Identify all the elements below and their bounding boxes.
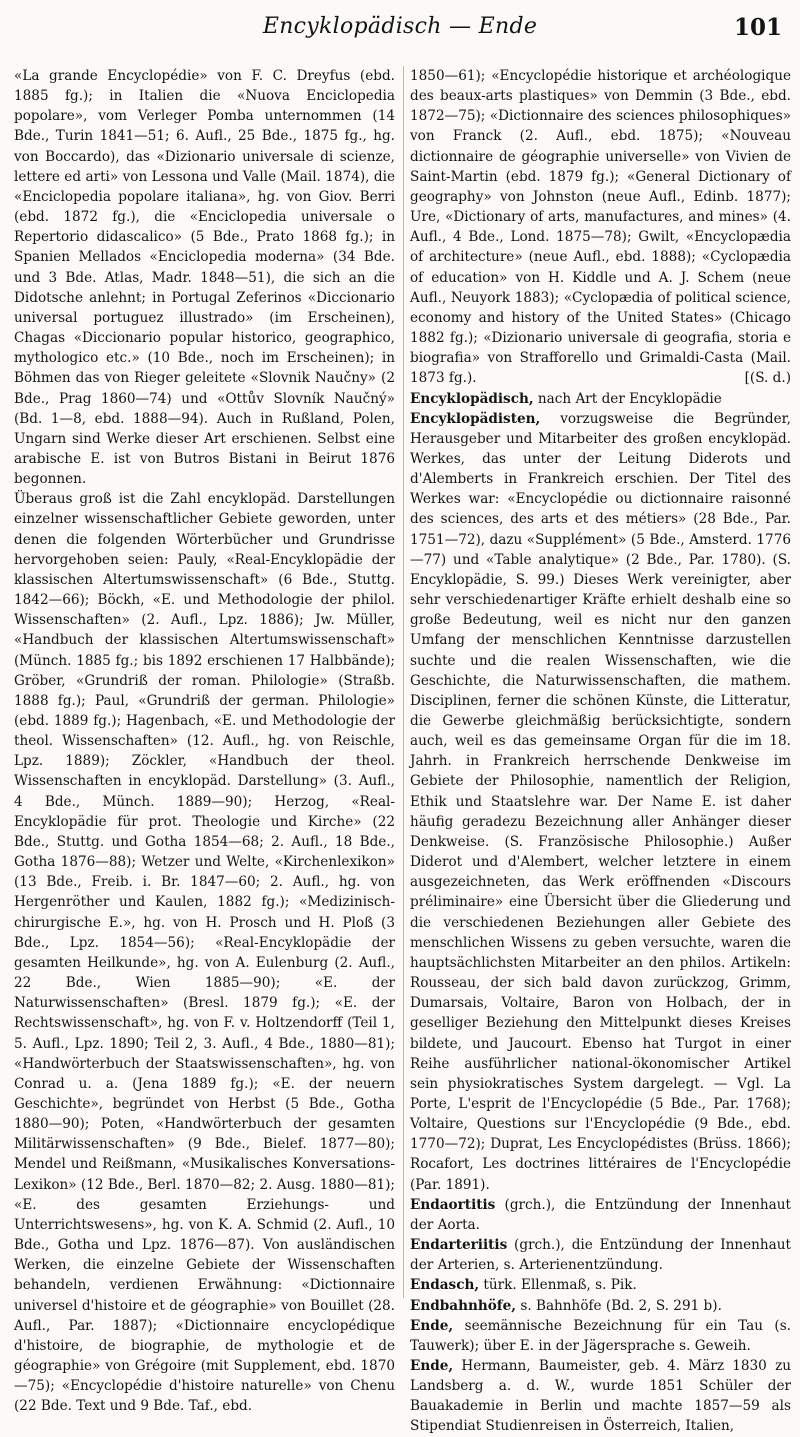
entry-text: Hermann, Baumeister, geb. 4. März 1830 zu Landsberg a. d. W., wurde 1851 Schüler der Bauakademie in Berlin und machte 1857—59 als Stipendiat Studienreisen in Österreich, Italien, (410, 1358, 791, 1435)
entry-endasch (410, 1275, 791, 1295)
entry-ende-hermann (410, 1356, 791, 1437)
entry-headword: Endaortitis (410, 1196, 496, 1213)
entry-text: (grch.), die Entzündung der Innenhaut der Arterien, s. Arterienentzündung. (410, 1237, 791, 1274)
entry-ende-seemaennisch (410, 1316, 791, 1356)
page-number: 101 (733, 14, 782, 41)
left-column (14, 66, 395, 1415)
entry-encyklopaedisch (410, 389, 791, 409)
entry-headword: Endbahnhöfe, (410, 1297, 517, 1314)
right-continuation (410, 66, 791, 389)
entry-text: nach Art der Encyklopädie (533, 390, 722, 407)
left-paragraph-1: «La grande Encyclopédie» von F. C. Dreyfus (ebd. 1885 fg.); in Italien die «Nuova Enciclopedia popolare», vom Verleger Pomba unternommen (14 Bde., Turin 1841—51; 6. Aufl., 25 Bde., 1875 fg., hg. von Boccardo), das «Dizionario universale di scienze, lettere ed arti» von Lessona und Valle (Mail. 1874), die «Enciclopedia popolare italiana», hg. von Giov. Berri (ebd. 1872 fg.), die «Enciclopedia universale o Repertorio didascalico» (5 Bde., Prato 1868 fg.); in Spanien Mellados «Enciclopedia moderna» (34 Bde. und 3 Bde. Atlas, Madr. 1848—51), die sich an die Didotsche anlehnt; in Portugal Zeferinos «Diccionario universal portuguez illustrado» (im Erscheinen), Chagas «Diccionario popular historico, geographico, mythologico etc.» (10 Bde., noch im Erscheinen); in Böhmen das von Rieger geleitete «Slovnik Naučny» (2 Bde., Prag 1860—74) und «Ottův Slovník Naučný» (Bd. 1—8, ebd. 1888—94). Auch in Rußland, Polen, Ungarn sind Werke dieser Art erschienen. Selbst eine arabische E. ist von Butros Bistani in Beirut 1876 begonnen. (14, 68, 395, 488)
continuation-text: 1850—61); «Encyclopédie historique et archéologique des beaux-arts plastiques» von Demmin (3 Bde., ebd. 1872—75); «Dictionnaire des sciences philosophiques» von Franck (2. Aufl., ebd. 1875); «Nouveau dictionnaire de géographie universelle» von Vivien de Saint-Martin (ebd. 1879 fg.); «General Dictionary of geography» von Johnston (neue Aufl., Edinb. 1877); Ure, «Dictionary of arts, manufactures, and mines» (4. Aufl., 4 Bde., Lond. 1875—78); Gwilt, «Encyclopædia of architecture» (neue Aufl., ebd. 1888); «Cyclopædia of education» von H. Kiddle und A. J. Schem (neue Aufl., Neuyork 1883); «Cyclopædia of political science, economy and history of the United States» (Chicago 1882 fg.); «Dizionario universale di geografia, storia e biografia» von Strafforello und Grimaldi-Casta (Mail. 1873 fg.). (410, 68, 791, 387)
author-signature: [(S. d.) (744, 370, 791, 387)
entry-headword: Endarteriitis (410, 1237, 508, 1254)
entry-headword: Ende, (410, 1358, 454, 1374)
text-columns (14, 66, 791, 1435)
entry-endarteriitis (410, 1235, 791, 1275)
entry-text: s. Bahnhöfe (Bd. 2, S. 291 b). (516, 1297, 722, 1314)
page-header (0, 8, 800, 52)
entry-endaortitis (410, 1195, 791, 1235)
entry-headword: Ende, (410, 1317, 454, 1334)
entry-headword: Encyklopädisten, (410, 410, 541, 427)
entry-endbahnhoefe (410, 1296, 791, 1316)
column-divider (403, 66, 404, 1298)
entry-text: vorzugsweise die Begründer, Herausgeber und Mitarbeiter des großen encyklopäd. Werkes, das unter der Leitung Diderots und d'Alemberts in Frankreich erschien. Der Titel des Werkes war: «Encyclopédie ou dictionnaire raisonné des sciences, des arts et des métiers» (28 Bde., Par. 1751—72), dazu «Supplément» (5 Bde., Amsterd. 1776—77) und «Table analytique» (2 Bde., Par. 1780). (S. Encyklopädie, S. 99.) Dieses Werk vereinigter, aber sehr verschiedenartiger Kräfte erhielt deshalb eine so große Bedeutung, weil es nicht nur den ganzen Umfang der menschlichen Kenntnisse darzustellen suchte und die realen Wissenschaften, wie die Geschichte, die Naturwissenschaften, die mathem. Disciplinen, ferner die schönen Künste, die Litteratur, die Gewerbe gleichmäßig berücksichtigte, sondern auch, weil es das gemeinsame Organ für die im 18. Jahrh. in Frankreich herrschende Denkweise im Gebiete der Philosophie, namentlich der Religion, Ethik und Staatslehre war. Der Name E. ist daher häufig geradezu Bezeichnung aller Anhänger dieser Denkweise. (S. Französische Philosophie.) Außer Diderot und d'Alembert, welcher letztere in einem ausgezeichneten, das Werk eröffnenden «Discours préliminaire» eine Übersicht über die Gliederung und die verschiedenen Beziehungen aller Gebiete des menschlichen Wissens zu geben versuchte, waren die hauptsächlichsten Mitarbeiter an den philos. Artikeln: Rousseau, der sich bald davon zurückzog, Grimm, Dumarsais, Voltaire, Baron von Holbach, der in geselliger Beziehung den Mittelpunkt dieses Kreises bildete, und Jaucourt. Ebenso hat Turgot in einer Reihe ausführlicher national-ökonomischer Artikel sein physiokratisches System dargelegt. — Vgl. La Porte, L'esprit de l'Encyclopédie (5 Bde., Par. 1768); Voltaire, Questions sur l'Encyclopédie (9 Bde., ebd. 1770—72); Duprat, Les Encyclopédistes (Brüss. 1866); Rocafort, Les doctrines littéraires de l'Encyclopédie (Par. 1891). (410, 410, 791, 1193)
entry-encyklopaedisten (410, 409, 791, 1195)
entry-headword: Encyklopädisch, (410, 390, 534, 407)
left-paragraph-2: Überaus groß ist die Zahl encyklopäd. Darstellungen einzelner wissenschaftlicher Gebiete geworden, unter denen die folgenden Wörterbücher und Grundrisse hervorgehoben seien: Pauly, «Real-Encyklopädie der klassischen Altertumswissenschaft» (6 Bde., Stuttg. 1842—66); Böckh, «E. und Methodologie der philol. Wissenschaften» (2. Aufl., Lpz. 1886); Jw. Müller, «Handbuch der klassischen Altertumswissenschaft» (Münch. 1885 fg.; bis 1892 erschienen 17 Halbbände); Gröber, «Grundriß der roman. Philologie» (Straßb. 1888 fg.); Paul, «Grundriß der german. Philologie» (ebd. 1889 fg.); Hagenbach, «E. und Methodologie der theol. Wissenschaften» (12. Aufl., hg. von Reischle, Lpz. 1889); Zöckler, «Handbuch der theol. Wissenschaften in encyklopäd. Darstellung» (3. Aufl., 4 Bde., Münch. 1889—90); Herzog, «Real-Encyklopädie für prot. Theologie und Kirche» (22 Bde., Stuttg. und Gotha 1854—68; 2. Aufl., 18 Bde., Gotha 1876—88); Wetzer und Welte, «Kirchenlexikon» (13 Bde., Freib. i. Br. 1847—60; 2. Aufl., hg. von Hergenröther und Kaulen, 1882 fg.); «Medizinisch-chirurgische E.», hg. von H. Prosch und H. Ploß (3 Bde., Lpz. 1854—56); «Real-Encyklopädie der gesamten Heilkunde», hg. von A. Eulenburg (2. Aufl., 22 Bde., Wien 1885—90); «E. der Naturwissenschaften» (Bresl. 1879 fg.); «E. der Rechtswissenschaft», hg. von F. v. Holtzendorff (Teil 1, 5. Aufl., Lpz. 1890; Teil 2, 3. Aufl., 4 Bde., 1880—81); «Handwörterbuch der Staatswissenschaften», hg. von Conrad u. a. (Jena 1889 fg.); «E. der neuern Geschichte», begründet von Herbst (5 Bde., Gotha 1880—90); Poten, «Handwörterbuch der gesamten Militärwissenschaften» (9 Bde., Bielef. 1877—80); Mendel und Reißmann, «Musikalisches Konversations-Lexikon» (12 Bde., Berl. 1870—82; 2. Ausg. 1880—81); «E. des gesamten Erziehungs- und Unterrichtswesens», hg. von K. A. Schmid (2. Aufl., 10 Bde., Gotha und Lpz. 1876—87). Von ausländischen Werken, die einzelne Gebiete der Wissenschaften behandeln, verdienen Erwähnung: «Dictionnaire universel d'histoire et de géographie» von Bouillet (28. Aufl., Par. 1887); «Dictionnaire encyclopédique d'histoire, de biographie, de mythologie et de géographie» von Grégoire (mit Supplement, ebd. 1870—75); «Encyclopédie d'histoire naturelle» von Chenu (22 Bde. Text und 9 Bde. Taf., ebd. (14, 491, 395, 1415)
entry-text: türk. Ellenmaß, s. Pik. (479, 1277, 637, 1294)
running-title: Encyklopädisch — Ende (262, 14, 538, 39)
entry-text: (grch.), die Entzündung der Innenhaut der Aorta. (410, 1196, 791, 1233)
entry-headword: Endasch, (410, 1277, 480, 1294)
entry-text: seemännische Bezeichnung für ein Tau (s. Tauwerk); über E. in der Jägersprache s. Geweih. (410, 1317, 791, 1354)
right-column (410, 66, 791, 1435)
